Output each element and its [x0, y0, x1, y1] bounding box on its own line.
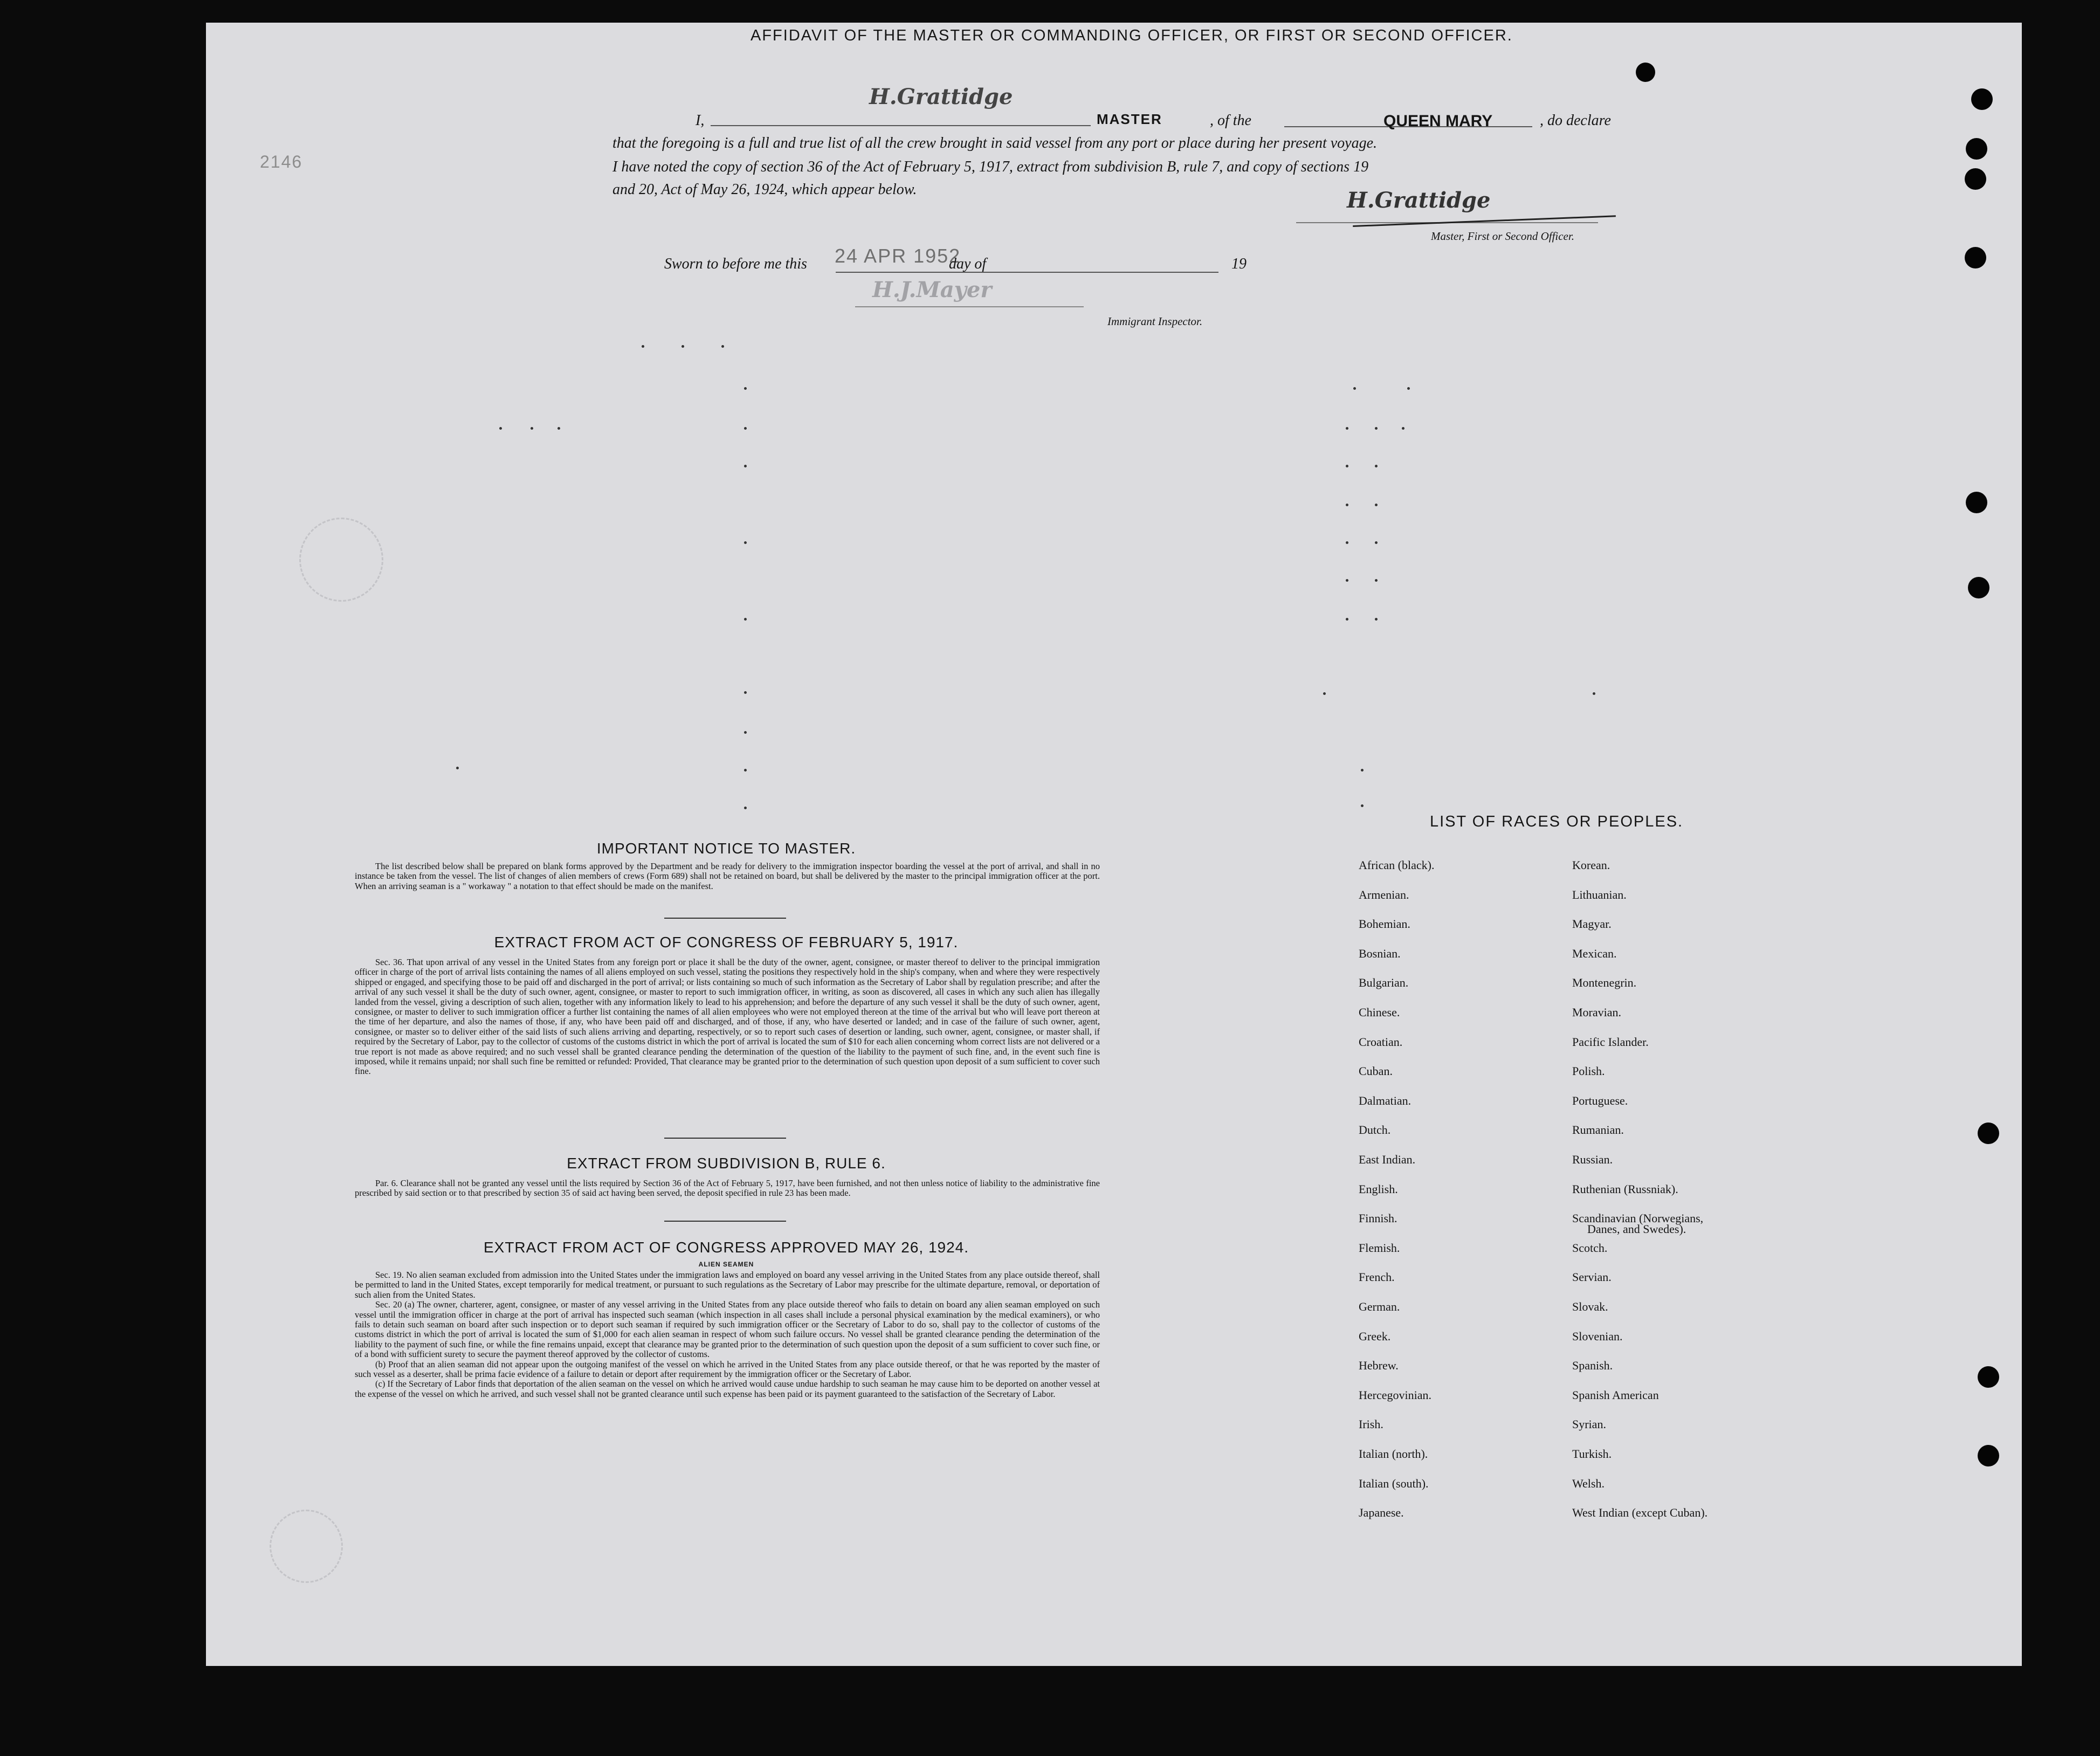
dot [1361, 804, 1364, 807]
dot [1375, 465, 1378, 467]
race-item: Slovenian. [1572, 1330, 1623, 1343]
scandinavian-continuation: Danes, and Swedes). [1587, 1222, 1686, 1236]
i-label: I, [696, 112, 705, 129]
inspector-signature: H.J.Mayer [872, 277, 992, 302]
punch-hole [1978, 1445, 1999, 1466]
extract-1917-text [355, 958, 1100, 1077]
dot [1407, 387, 1410, 390]
race-item: Japanese. [1359, 1506, 1404, 1519]
race-item: Ruthenian (Russniak). [1572, 1182, 1678, 1196]
race-item: Italian (north). [1359, 1447, 1428, 1461]
notice-title: IMPORTANT NOTICE TO MASTER. [596, 840, 856, 857]
punch-hole [1968, 577, 1989, 598]
race-item: Pacific Islander. [1572, 1035, 1649, 1049]
race-item: Slovak. [1572, 1300, 1608, 1313]
subdivision-title: EXTRACT FROM SUBDIVISION B, RULE 6. [567, 1155, 886, 1172]
race-item: French. [1359, 1270, 1395, 1284]
inspector-signature-line [855, 306, 1084, 307]
of-the-label: , of the [1210, 112, 1251, 129]
race-item: Scandinavian (Norwegians, [1572, 1211, 1704, 1225]
race-item: Finnish. [1359, 1211, 1397, 1225]
race-item: Moravian. [1572, 1006, 1622, 1019]
officer-caption: Master, First or Second Officer. [1431, 230, 1574, 243]
race-item: Lithuanian. [1572, 888, 1627, 901]
master-name-signature: H.Grattidge [869, 84, 1013, 109]
race-item: Scotch. [1572, 1241, 1608, 1255]
race-item: Armenian. [1359, 888, 1409, 901]
race-item: Bohemian. [1359, 917, 1410, 931]
dot [1346, 465, 1348, 467]
race-item: Croatian. [1359, 1035, 1403, 1049]
sworn-label: Sworn to before me this [664, 256, 807, 272]
inspector-caption: Immigrant Inspector. [1107, 315, 1203, 328]
dot [681, 345, 684, 348]
dot [1346, 504, 1348, 506]
punch-hole [1966, 492, 1987, 513]
race-item: Dalmatian. [1359, 1094, 1412, 1107]
dot [1375, 618, 1378, 621]
divider [664, 918, 786, 919]
race-item: Montenegrin. [1572, 976, 1637, 989]
race-item: Dutch. [1359, 1123, 1391, 1137]
punch-hole [1965, 247, 1986, 268]
race-item: Chinese. [1359, 1006, 1400, 1019]
bleed-through-seal [270, 1510, 343, 1583]
punch-hole [1978, 1366, 1999, 1388]
dot [1361, 769, 1364, 772]
day-of-label: day of [949, 256, 987, 272]
race-item: African (black). [1359, 858, 1435, 872]
dot [1353, 387, 1356, 390]
extract-1917-title: EXTRACT FROM ACT OF CONGRESS OF FEBRUARY 5, 1917. [494, 934, 959, 951]
punch-hole [1636, 63, 1655, 82]
par-6-paragraph: Par. 6. Clearance shall not be granted any vessel until the lists required by Section 36 of the Act of February 5, 1917, have been furnished, and not then unless notice of liability to the administrative fine prescribed by said section or to that prescribed by section 35 of said act having been served, the deposit specified in rule 23 has been made. [355, 1178, 1100, 1199]
notice-paragraph: The list described below shall be prepared on blank forms approved by the Department and be ready for delivery to the immigration inspector boarding the vessel at the port of arrival, and shall in no instance be taken from the vessel. The list of changes of alien members of crews (Form 689) shall not be retained on board, but shall be delivered by the master to the principal immigration officer at the port. When an arriving seaman is a " workaway " a notation to that effect should be made on the manifest. [355, 861, 1100, 891]
race-item: Cuban. [1359, 1064, 1393, 1078]
punch-hole [1966, 138, 1987, 160]
race-item: Bosnian. [1359, 947, 1401, 960]
dot [744, 618, 747, 621]
alien-seamen-subtitle: ALIEN SEAMEN [698, 1261, 754, 1268]
divider [664, 1221, 786, 1222]
year-label: 19 [1231, 256, 1247, 272]
dot [499, 427, 502, 430]
dot [744, 691, 747, 694]
do-declare-label: , do declare [1540, 112, 1611, 129]
dot [1346, 618, 1348, 621]
rank: MASTER [1097, 111, 1162, 127]
vessel-name: QUEEN MARY [1383, 112, 1493, 130]
dot [1402, 427, 1404, 430]
declaration-line-2: that the foregoing is a full and true list of all the crew brought in said vessel from any port or place during her present voyage. [612, 135, 1378, 152]
dot [744, 541, 747, 544]
dot [744, 807, 747, 809]
race-item: Bulgarian. [1359, 976, 1409, 989]
dot [1375, 427, 1378, 430]
affidavit-title: AFFIDAVIT OF THE MASTER OR COMMANDING OFFICER, OR FIRST OR SECOND OFFICER. [751, 27, 1513, 44]
race-item: Magyar. [1572, 917, 1612, 931]
punch-hole [1971, 88, 1993, 110]
race-item: Portuguese. [1572, 1094, 1628, 1107]
race-item: English. [1359, 1182, 1398, 1196]
dot [744, 465, 747, 467]
dot [456, 767, 459, 769]
dot [744, 769, 747, 772]
sec-19-paragraph: Sec. 19. No alien seaman excluded from admission into the United States under the immigration laws and employed on board any vessel arriving in the United States from any place outside thereof, shall be permitted to land in the United States, except temporarily for medical treatment, or pursuant to such regulations as the Secretary of Labor may prescribe for the ultimate departure, removal, or deportation of such alien from the United States. [355, 1270, 1100, 1300]
declaration-line-3: I have noted the copy of section 36 of the Act of February 5, 1917, extract from subdivision B, rule 7, and copy of sections 19 [612, 159, 1369, 175]
race-item: Irish. [1359, 1417, 1383, 1431]
dot [1323, 692, 1326, 695]
race-item: Korean. [1572, 858, 1610, 872]
dot [531, 427, 533, 430]
race-item: German. [1359, 1300, 1400, 1313]
extract-1924-text [355, 1270, 1100, 1399]
race-item: Hercegovinian. [1359, 1388, 1431, 1402]
dot [744, 731, 747, 734]
name-blank [711, 125, 1091, 126]
sec-20a-paragraph: Sec. 20 (a) The owner, charterer, agent, consignee, or master of any vessel arriving in the United States from any place outside thereof who fails to detain on board any alien seaman employed on such vessel until the immigration officer in charge at the port of arrival has inspected such seaman (which inspection in all cases shall include a personal physical examination by the medical examiners), or who fails to detain such seaman on board after such inspection or to deport such seaman if required by such immigration officer or the Secretary of Labor to do so, shall pay to the collector of customs of the customs district in which the port of arrival is located the sum of $1,000 for each alien seaman in respect of whom such failure occurs. No vessel shall be granted clearance pending the determination of the liability to the payment of such fine, or while the fine remains unpaid, except that clearance may be granted prior to the determination of such question upon the deposit of a sum sufficient to cover such fine, or of a bond with sufficient surety to secure the payment thereof approved by the collector of customs. [355, 1299, 1100, 1360]
margin-stamp: 2146 [260, 152, 303, 171]
notice-text [355, 862, 1100, 891]
dot [1375, 541, 1378, 544]
race-item: Italian (south). [1359, 1477, 1429, 1490]
bleed-through-seal [299, 518, 383, 602]
subdivision-text [355, 1179, 1100, 1199]
race-item: Mexican. [1572, 947, 1617, 960]
date-stamp: 24 APR 1952 [835, 245, 961, 267]
divider [664, 1138, 786, 1139]
punch-hole [1965, 168, 1986, 190]
race-item: Greek. [1359, 1330, 1391, 1343]
dot [1346, 427, 1348, 430]
dot [642, 345, 644, 348]
dot [1593, 692, 1595, 695]
race-item: Polish. [1572, 1064, 1605, 1078]
race-item: Welsh. [1572, 1477, 1605, 1490]
dot [1346, 579, 1348, 582]
dot [1375, 504, 1378, 506]
extract-1924-title: EXTRACT FROM ACT OF CONGRESS APPROVED MAY 26, 1924. [483, 1239, 969, 1256]
races-title: LIST OF RACES OR PEOPLES. [1430, 813, 1684, 830]
dot [744, 387, 747, 390]
sworn-date-blank [836, 272, 1218, 273]
race-item: West Indian (except Cuban). [1572, 1506, 1708, 1519]
race-item: Hebrew. [1359, 1359, 1399, 1372]
sec-20b-paragraph: (b) Proof that an alien seaman did not appear upon the outgoing manifest of the vessel on which he arrived in the United States from any place outside thereof, or that he was reported by the master of such vessel as a deserter, shall be prima facie evidence of a failure to detain or deport after requirement by the immigration officer or the Secretary of Labor. [355, 1359, 1100, 1380]
dot [1375, 579, 1378, 582]
race-item: Syrian. [1572, 1417, 1606, 1431]
dot [744, 427, 747, 430]
dot [1346, 541, 1348, 544]
race-item: Spanish American [1572, 1388, 1659, 1402]
race-item: Servian. [1572, 1270, 1612, 1284]
dot [721, 345, 724, 348]
sec-20c-paragraph: (c) If the Secretary of Labor finds that deportation of the alien seaman on the vessel on which he arrived would cause undue hardship to such seaman he may cause him to be deported on another vessel at the expense of the vessel on which he arrived, and such vessel shall not be granted clearance until such expense has been paid or its payment guaranteed to the satisfaction of the Secretary of Labor. [355, 1379, 1100, 1399]
dot [557, 427, 560, 430]
race-item: Turkish. [1572, 1447, 1612, 1461]
officer-signature: H.Grattidge [1347, 188, 1491, 213]
race-item: Rumanian. [1572, 1123, 1624, 1137]
section-36-paragraph: Sec. 36. That upon arrival of any vessel in the United States from any foreign port or place it shall be the duty of the owner, agent, consignee, or master thereof to deliver to the principal immigration officer in charge of the port of arrival lists containing the names of all aliens employed on such vessel, stating the positions they respectively hold in the ship's company, when and where they were respectively shipped or engaged, and specifying those to be paid off and discharged in the port of arrival; or lists containing so much of such information as the Secretary of Labor shall by regulation prescribe; and after the arrival of any such vessel it shall be the duty of such owner, agent, consignee, or master to report to such immigration officer, in writing, as soon as discovered, all cases in which any such alien has illegally landed from the vessel, giving a description of such alien, together with any information likely to lead to his apprehension; and before the departure of any such vessel it shall be the duty of such owner, agent, consignee, or master to deliver to such immigration officer a further list containing the names of all alien employees who were not employed thereon at the time of the arrival but who will leave port thereon at the time of her departure, and also the names of those, if any, who have been paid off and discharged, and of those, if any, who have deserted or landed; and in case of the failure of such owner, agent, consignee, or master so to deliver either of the said lists of such aliens arriving and departing, respectively, or so to report such cases of desertion or landing, such owner, agent, consignee, or master shall, if required by the Secretary of Labor, pay to the collector of customs of the customs district in which the port of arrival is located the sum of $10 for each alien concerning whom correct lists are not delivered or a true report is not made as above required; and no such vessel shall be granted clearance pending the determination of the question of the liability to the payment of such fine, and, in the event such fine is imposed, while it remains unpaid; nor shall such fine be remitted or refunded: Provided, That clearance may be granted prior to the determination of such question upon deposit of a sum sufficient to cover such fine. [355, 957, 1100, 1077]
race-item: East Indian. [1359, 1153, 1416, 1166]
race-item: Spanish. [1572, 1359, 1613, 1372]
declaration-line-4: and 20, Act of May 26, 1924, which appear below. [612, 181, 917, 198]
punch-hole [1978, 1123, 1999, 1144]
race-item: Flemish. [1359, 1241, 1400, 1255]
race-item: Russian. [1572, 1153, 1613, 1166]
